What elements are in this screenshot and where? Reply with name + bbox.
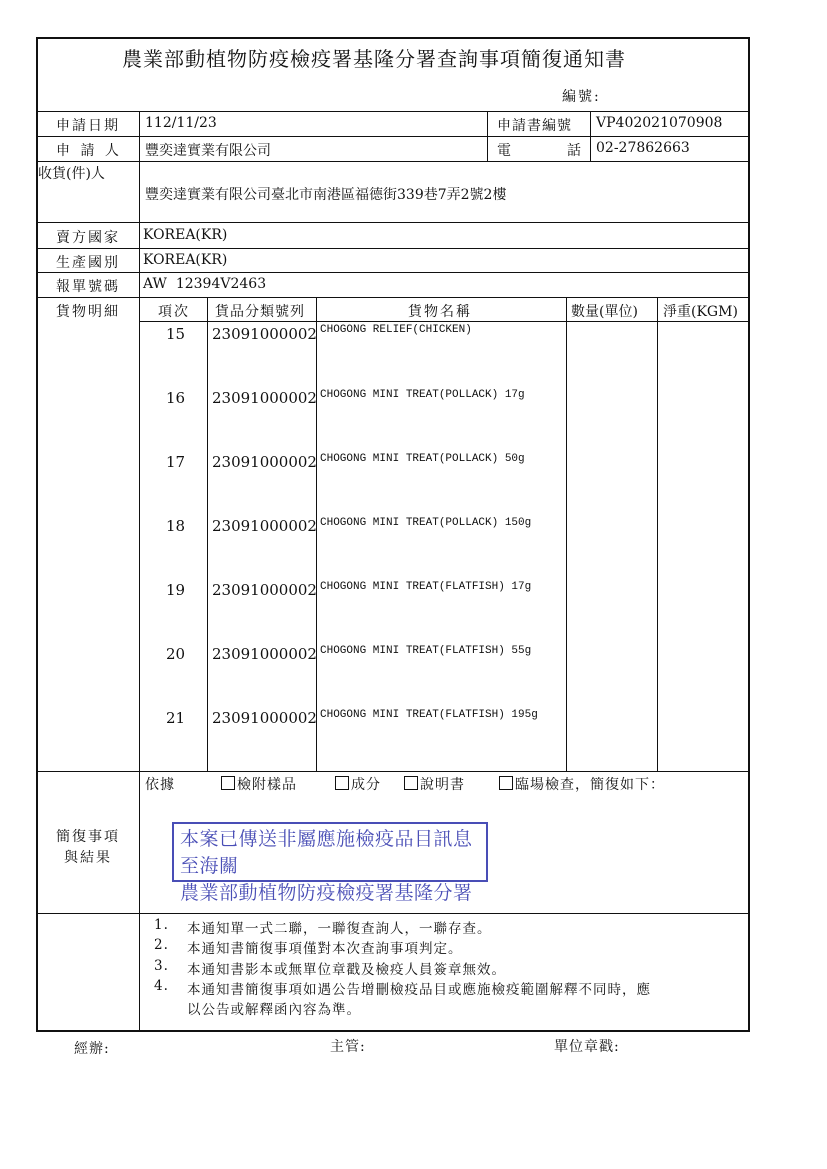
row-seq: 16: [166, 389, 186, 407]
header-seq: 項次: [158, 304, 190, 320]
row-seq: 21: [166, 709, 186, 727]
document-title: 農業部動植物防疫檢疫署基隆分署查詢事項簡復通知書: [122, 47, 626, 71]
option-onsite-inspection: 臨場檢查，簡復如下：: [499, 774, 665, 794]
row-code: 23091000002: [212, 389, 317, 407]
consignee-label: 收貨(件)人: [38, 166, 105, 182]
table-column-divider: [207, 297, 208, 771]
phone-label-part1: 電: [497, 143, 513, 159]
row-divider: [37, 161, 749, 162]
note-text: 本通知書影本或無單位章戳及檢疫人員簽章無效。: [187, 962, 506, 978]
checkbox-onsite-inspection: [499, 776, 513, 790]
goods-detail-label: 貨物明細: [56, 304, 120, 320]
row-name: CHOGONG MINI TREAT(FLATFISH) 55g: [320, 645, 532, 657]
row-name: CHOGONG MINI TREAT(FLATFISH) 195g: [320, 709, 538, 721]
row-name: CHOGONG RELIEF(CHICKEN): [320, 324, 472, 336]
row-name: CHOGONG MINI TREAT(POLLACK) 150g: [320, 517, 532, 529]
row-divider: [37, 913, 749, 914]
application-no-value: VP402021070908: [596, 115, 723, 131]
supervisor-label: 主管:: [330, 1039, 366, 1055]
row-code: 23091000002: [212, 709, 317, 727]
origin-country-label: 生產國別: [56, 255, 120, 271]
row-code: 23091000002: [212, 517, 317, 535]
table-column-divider: [566, 297, 567, 771]
checkbox-sample: [221, 776, 235, 790]
stamp-line-2: 農業部動植物防疫檢疫署基隆分署: [180, 882, 473, 904]
option-ingredients: 成分: [335, 774, 381, 794]
row-name: CHOGONG MINI TREAT(POLLACK) 50g: [320, 453, 525, 465]
note-text-continued: 以公告或解釋函內容為準。: [187, 1002, 361, 1018]
apply-date-label: 申請日期: [56, 118, 120, 134]
note-number: 2.: [154, 937, 169, 953]
row-divider: [37, 272, 749, 273]
handler-label: 經辦:: [74, 1041, 110, 1057]
note-text: 本通知單一式二聯，一聯復查詢人，一聯存查。: [187, 921, 492, 937]
origin-country-value: KOREA(KR): [143, 252, 228, 268]
row-divider: [37, 111, 749, 112]
unit-seal-label: 單位章戳:: [554, 1039, 620, 1055]
column-divider: [487, 111, 488, 161]
phone-value: 02-27862663: [596, 140, 690, 156]
row-name: CHOGONG MINI TREAT(FLATFISH) 17g: [320, 581, 532, 593]
row-divider: [37, 222, 749, 223]
stamp-line-1: 本案已傳送非屬應施檢疫品目訊息至海關: [180, 828, 473, 877]
checkbox-ingredients: [335, 776, 349, 790]
row-seq: 18: [166, 517, 186, 535]
note-number: 3.: [154, 958, 169, 974]
row-divider: [37, 248, 749, 249]
reply-label-line2: 與結果: [64, 850, 112, 866]
seller-country-value: KOREA(KR): [143, 227, 228, 243]
phone-label-part2: 話: [567, 143, 583, 159]
option-sample: 檢附樣品: [221, 774, 297, 794]
applicant-value: 豐奕達實業有限公司: [145, 143, 271, 159]
table-column-divider: [657, 297, 658, 771]
column-divider: [590, 111, 591, 161]
row-code: 23091000002: [212, 325, 317, 343]
header-qty: 數量(單位): [571, 304, 638, 320]
seller-country-label: 賣方國家: [56, 230, 120, 246]
row-code: 23091000002: [212, 581, 317, 599]
apply-date-value: 112/11/23: [145, 115, 217, 131]
header-weight: 淨重(KGM): [663, 304, 738, 320]
reply-label-line1: 簡復事項: [56, 829, 120, 845]
label-column-divider: [139, 111, 140, 771]
note-number: 4.: [154, 978, 169, 994]
header-code: 貨品分類號列: [215, 304, 305, 320]
checkbox-manual: [404, 776, 418, 790]
row-seq: 19: [166, 581, 186, 599]
header-name: 貨物名稱: [408, 304, 472, 320]
row-code: 23091000002: [212, 645, 317, 663]
consignee-value: 豐奕達實業有限公司臺北市南港區福德街339巷7弄2號2樓: [145, 187, 507, 203]
number-label: 編號:: [562, 89, 601, 105]
note-text: 本通知書簡復事項如遇公告增刪檢疫品目或應施檢疫範圍解釋不同時，應: [187, 982, 651, 998]
row-name: CHOGONG MINI TREAT(POLLACK) 17g: [320, 389, 525, 401]
row-seq: 20: [166, 645, 186, 663]
row-divider: [37, 771, 749, 772]
row-code: 23091000002: [212, 453, 317, 471]
declaration-no-value: AW 12394V2463: [143, 276, 267, 292]
note-number: 1.: [154, 917, 169, 933]
label-column-divider: [139, 771, 140, 1032]
row-divider: [37, 297, 749, 298]
row-seq: 17: [166, 453, 186, 471]
row-seq: 15: [166, 325, 186, 343]
declaration-no-label: 報單號碼: [56, 279, 120, 295]
row-divider: [37, 136, 749, 137]
option-manual: 說明書: [404, 774, 465, 794]
application-no-label: 申請書編號: [497, 118, 572, 134]
official-stamp: [172, 822, 488, 904]
applicant-label: 申 請 人: [56, 143, 122, 159]
basis-label: 依據: [145, 777, 175, 793]
note-text: 本通知書簡復事項僅對本次查詢事項判定。: [187, 941, 463, 957]
